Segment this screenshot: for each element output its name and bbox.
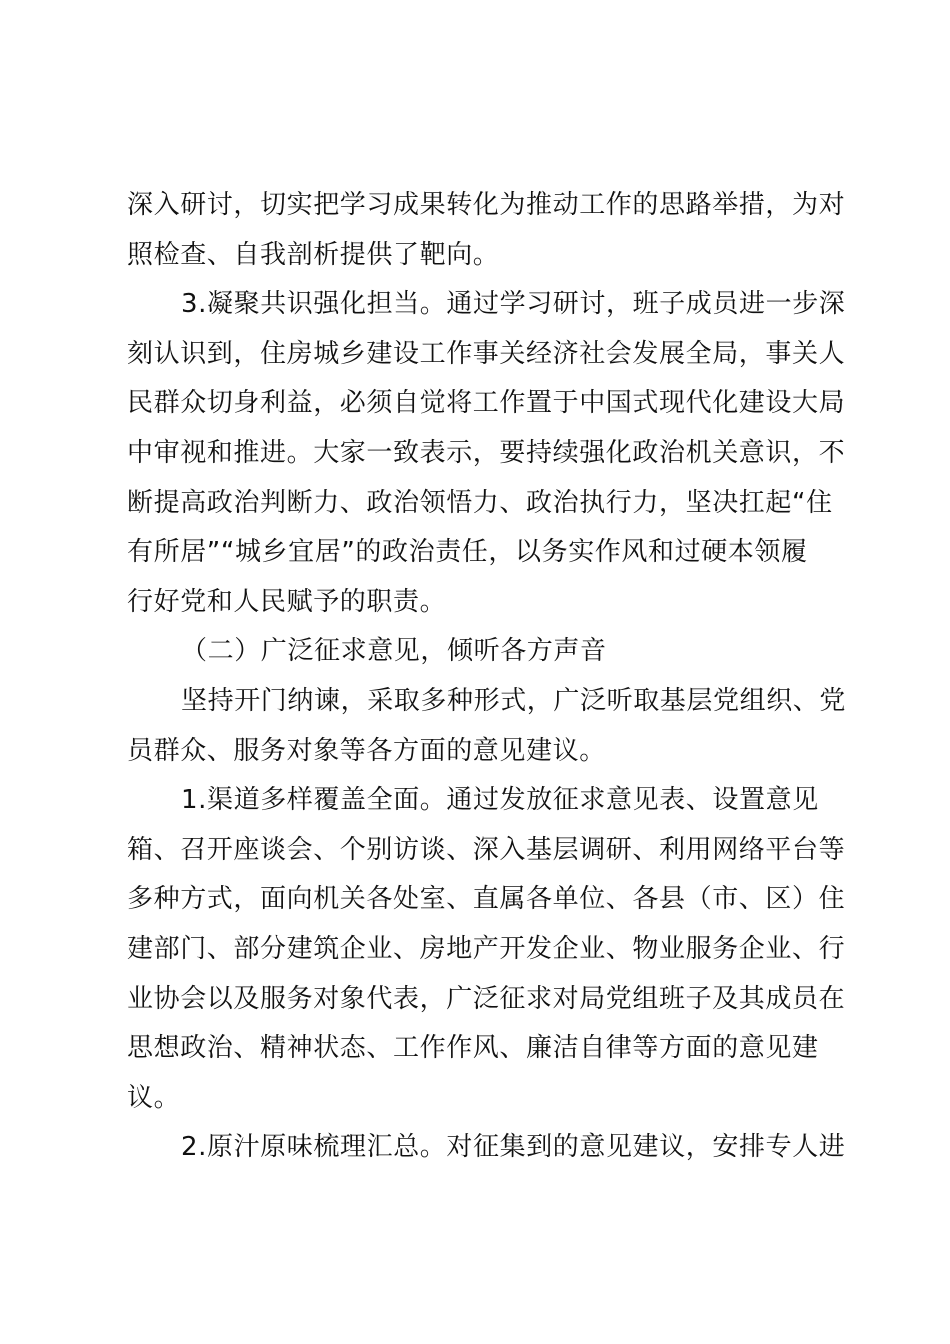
text-line: 有所居”“城乡宜居”的政治责任，以务实作风和过硬本领履 — [127, 537, 808, 568]
text-line: 建部门、部分建筑企业、房地产开发企业、物业服务企业、行 — [127, 933, 846, 964]
text-line: 员群众、服务对象等各方面的意见建议。 — [127, 735, 606, 766]
paragraph-heading-1: 1.渠道多样覆盖全面。通过发放征求意见表、设置意见 — [181, 785, 819, 816]
text-line: 坚持开门纳谏，采取多种形式，广泛听取基层党组织、党 — [181, 685, 847, 716]
text-line: 中审视和推进。大家一致表示，要持续强化政治机关意识，不 — [127, 437, 846, 468]
text-line: 深入研讨，切实把学习成果转化为推动工作的思路举措，为对 — [127, 190, 846, 220]
section-heading: （二）广泛征求意见，倾听各方声音 — [181, 636, 607, 667]
text-line: 民群众切身利益，必须自觉将工作置于中国式现代化建设大局 — [127, 388, 846, 419]
text-line: 议。 — [127, 1082, 181, 1113]
text-line: 多种方式，面向机关各处室、直属各单位、各县（市、区）住 — [127, 884, 846, 915]
text-line: 行好党和人民赋予的职责。 — [127, 586, 447, 617]
paragraph-heading-2: 2.原汁原味梳理汇总。对征集到的意见建议，安排专人进 — [181, 1132, 846, 1163]
text-line: 箱、召开座谈会、个别访谈、深入基层调研、利用网络平台等 — [127, 834, 846, 865]
paragraph-heading-3: 3.凝聚共识强化担当。通过学习研讨，班子成员进一步深 — [181, 289, 846, 320]
text-line: 刻认识到，住房城乡建设工作事关经济社会发展全局，事关人 — [127, 338, 846, 369]
text-line: 思想政治、精神状态、工作作风、廉洁自律等方面的意见建 — [127, 1033, 819, 1064]
document-page — [127, 181, 847, 1173]
text-line: 照检查、自我剖析提供了靶向。 — [127, 239, 500, 270]
text-line: 断提高政治判断力、政治领悟力、政治执行力，坚决扛起“住 — [127, 487, 833, 518]
text-line: 业协会以及服务对象代表，广泛征求对局党组班子及其成员在 — [127, 983, 846, 1014]
